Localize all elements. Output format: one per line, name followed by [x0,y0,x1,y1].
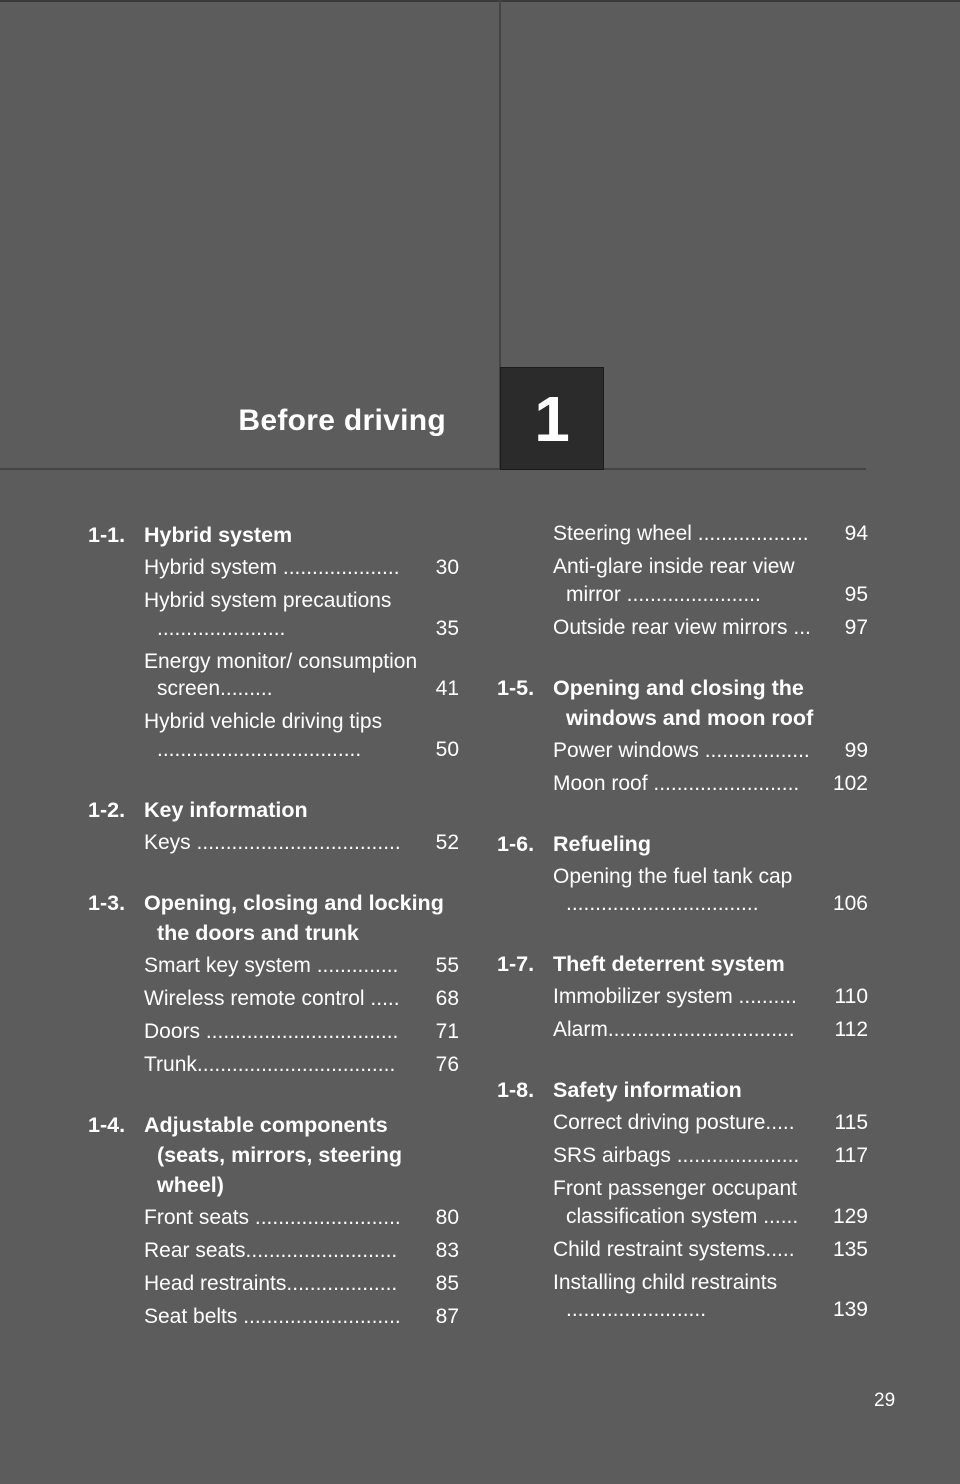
entry-page-number: 41 [435,677,459,700]
section-title: Key information [144,797,308,822]
section-number: 1-3. [88,890,126,915]
section-heading[interactable] [497,949,868,979]
entry-label: SRS airbags ..................... [553,1144,800,1167]
toc-entry[interactable] [144,648,459,709]
entry-label: Correct driving posture..... [553,1111,795,1134]
entry-label: Hybrid system precautions ...................... [144,589,392,640]
toc-entry[interactable] [144,1270,459,1303]
entry-list [553,1109,868,1329]
entry-label: Head restraints................... [144,1271,398,1295]
entry-label: Opening the fuel tank cap ................................. [553,864,793,915]
entry-label: Moon roof ......................... [553,771,800,795]
entry-page-number: 112 [834,1018,868,1041]
entry-page-number: 71 [435,1019,459,1043]
toc-entry[interactable] [144,985,459,1018]
entry-label: Seat belts ........................... [144,1304,401,1328]
entry-label: Outside rear view mirrors ... [553,615,811,639]
entry-page-number: 87 [435,1304,459,1328]
entry-label: Front seats ......................... [144,1205,401,1229]
entry-page-number: 50 [435,737,459,761]
toc-section [497,949,868,1049]
toc-entry[interactable] [144,554,459,587]
section-number: 1-4. [88,1112,126,1137]
entry-label: Keys ................................... [144,830,401,854]
entry-list [144,1204,459,1336]
section-title: Adjustable components (seats, mirrors, steering wheel) [144,1112,402,1197]
page-number: 29 [874,1390,896,1411]
horizontal-divider [0,468,866,470]
entry-page-number: 76 [435,1052,459,1076]
section-title: Safety information [553,1078,742,1102]
entry-page-number: 97 [844,615,868,639]
toc-section [88,520,459,769]
entry-page-number: 68 [435,986,459,1010]
section-heading[interactable] [88,795,459,825]
toc-entry[interactable] [553,863,868,924]
entry-label: Power windows .................. [553,738,810,762]
section-title: Refueling [553,831,651,856]
toc-section [88,795,459,862]
entry-page-number: 55 [435,953,459,977]
toc-entry[interactable] [553,1269,868,1330]
entry-page-number: 106 [832,892,868,915]
toc-entry[interactable] [144,952,459,985]
section-number: 1-6. [497,831,535,856]
entry-list [144,952,459,1084]
section-heading[interactable] [88,520,459,550]
entry-list [553,983,868,1049]
entry-page-number: 110 [834,985,868,1008]
entry-label: Energy monitor/ consumption screen......... [144,649,418,700]
section-number: 1-7. [497,952,535,976]
entry-label: Installing child restraints ........................ [553,1270,778,1321]
section-title: Theft deterrent system [553,952,785,976]
entry-list [144,554,459,769]
entry-page-number: 135 [832,1237,868,1261]
toc-section [88,1110,459,1336]
section-number: 1-2. [88,797,126,822]
entry-page-number: 139 [832,1298,868,1321]
section-heading[interactable] [497,829,868,859]
toc-entry[interactable] [553,1175,868,1236]
toc-entry[interactable] [553,1236,868,1269]
section-heading[interactable] [497,1075,868,1105]
toc-entry[interactable] [553,1016,868,1049]
entry-label: Wireless remote control ..... [144,986,400,1010]
section-heading[interactable] [88,1110,459,1200]
section-number: 1-8. [497,1078,535,1102]
section-number: 1-5. [497,675,535,700]
section-title: Opening, closing and locking the doors and trunk [144,890,444,945]
entry-list [144,829,459,862]
toc-entry[interactable] [144,587,459,648]
entry-label: Doors ................................. [144,1019,399,1043]
section-number: 1-1. [88,523,126,547]
entry-page-number: 117 [834,1144,868,1167]
toc-section [88,888,459,1084]
toc-section [497,829,868,924]
entry-page-number: 52 [435,830,459,854]
toc-entry[interactable] [144,1204,459,1237]
entry-label: Front passenger occupant classification system ...... [553,1177,799,1228]
toc-entry[interactable] [144,1051,459,1084]
entry-page-number: 94 [844,522,868,545]
entry-list [553,520,868,647]
entry-label: Rear seats.......................... [144,1238,398,1262]
chapter-number-tab [500,367,604,470]
entry-label: Alarm................................ [553,1018,795,1041]
toc-entry[interactable] [553,1142,868,1175]
toc-entry[interactable] [553,737,868,770]
toc-entry[interactable] [144,1018,459,1051]
page-top-border [0,0,960,2]
entry-page-number: 95 [844,582,868,606]
entry-label: Hybrid vehicle driving tips ................................... [144,710,383,761]
toc-section [497,1075,868,1329]
chapter-title: Before driving [238,404,446,437]
section-heading[interactable] [88,888,459,948]
entry-label: Trunk.................................. [144,1052,396,1076]
entry-page-number: 85 [435,1271,459,1295]
toc-entry[interactable] [553,553,868,614]
entry-page-number: 30 [435,556,459,579]
toc-section [497,673,868,803]
entry-label: Child restraint systems..... [553,1237,795,1261]
toc-entry[interactable] [144,1237,459,1270]
section-heading[interactable] [497,673,868,733]
entry-page-number: 80 [435,1205,459,1229]
section-title: Hybrid system [144,523,293,547]
entry-label: Immobilizer system .......... [553,985,797,1008]
entry-label: Steering wheel ................... [553,522,809,545]
toc-entry[interactable] [553,614,868,647]
toc-right-column [497,520,868,1355]
entry-page-number: 99 [844,738,868,762]
toc-entry[interactable] [144,708,459,769]
entry-page-number: 115 [834,1111,868,1134]
toc-entry[interactable] [144,829,459,862]
toc-entry[interactable] [553,1109,868,1142]
entry-page-number: 35 [435,616,459,640]
chapter-number: 1 [534,382,570,455]
entry-list [553,863,868,924]
toc-entry[interactable] [553,770,868,803]
entry-page-number: 102 [832,771,868,795]
entry-label: Smart key system .............. [144,953,399,977]
section-title: Opening and closing the windows and moon roof [553,675,814,730]
toc-entry[interactable] [553,983,868,1016]
toc-left-column [88,520,459,1362]
entry-label: Anti-glare inside rear view mirror ....................... [553,555,795,606]
entry-label: Hybrid system .................... [144,556,400,579]
toc-entry[interactable] [144,1303,459,1336]
entry-list [553,737,868,803]
toc-section [497,520,868,647]
toc-entry[interactable] [553,520,868,553]
entry-page-number: 129 [832,1204,868,1228]
entry-page-number: 83 [435,1238,459,1262]
